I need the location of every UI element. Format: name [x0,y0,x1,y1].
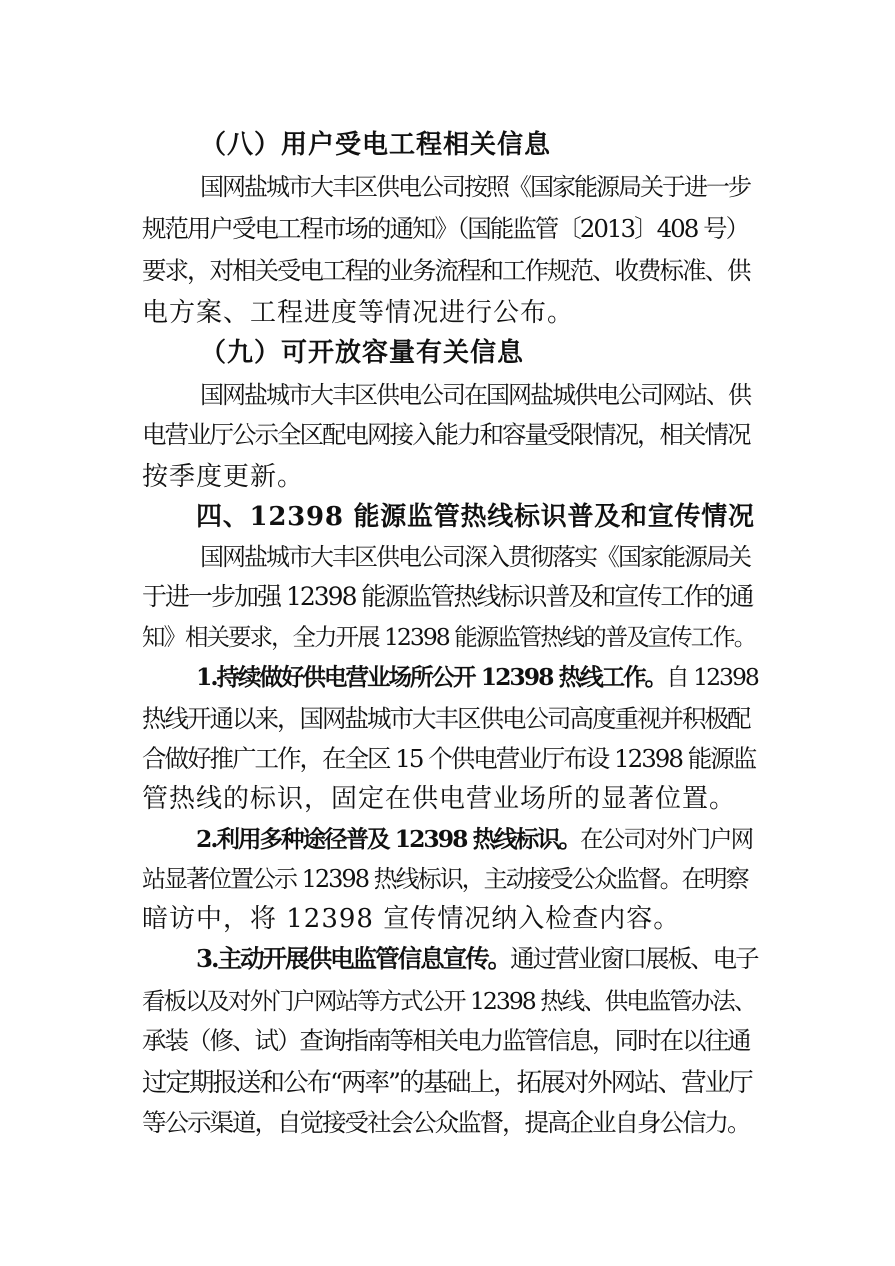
item-1-first-tail: 自 12398 [666,663,758,691]
item-3-line: 看板以及对外门户网站等方式公开 12398 热线、供电监管办法、 [142,987,756,1015]
section-8-line: 要求，对相关受电工程的业务流程和工作规范、收费标准、供 [142,256,750,285]
section-4-line: 知》相关要求，全力开展 12398 能源监管热线的普及宣传工作。 [142,623,756,651]
item-3-lead: 3.主动开展供电监管信息宣传。 [196,944,511,973]
item-2-line: 站显著位置公示 12398 热线标识，主动接受公众监督。在明察 [142,865,748,893]
item-2-lead: 2.利用多种途径普及 12398 热线标识。 [196,825,581,853]
section-8-line: 规范用户受电工程市场的通知》（国能监管〔2013〕408 号） [142,214,749,243]
section-8-heading: （八）用户受电工程相关信息 [200,130,552,160]
item-2-line: 暗访中，将 12398 宣传情况纳入检查内容。 [142,904,681,934]
item-1-lead: 1.持续做好供电营业场所公开 12398 热线工作。 [196,663,667,691]
section-4-heading: 四、12398 能源监管热线标识普及和宣传情况 [196,502,755,532]
section-9-line: 电营业厅公示全区配电网接入能力和容量受限情况，相关情况 [142,420,750,449]
section-8-line: 电方案、工程进度等情况进行公布。 [142,298,575,328]
item-1-line: 管热线的标识，固定在供电营业场所的显著位置。 [142,784,737,814]
section-8-line: 国网盐城市大丰区供电公司按照《国家能源局关于进一步 [200,173,750,201]
item-2-first-line [196,822,752,856]
item-3-first-line [196,942,758,976]
item-1-line: 热线开通以来，国网盐城市大丰区供电公司高度重视并积极配 [142,704,750,733]
item-1-line: 合做好推广工作，在全区 15 个供电营业厅布设 12398 能源监 [142,744,756,773]
section-9-line: 按季度更新。 [142,462,305,492]
section-4-line: 国网盐城市大丰区供电公司深入贯彻落实《国家能源局关 [200,543,750,571]
section-4-line: 于进一步加强 12398 能源监管热线标识普及和宣传工作的通 [142,582,753,611]
item-3-line: 承装（修、试）查询指南等相关电力监管信息，同时在以往通 [142,1026,750,1055]
section-9-heading: （九）可开放容量有关信息 [200,338,525,368]
section-9-line: 国网盐城市大丰区供电公司在国网盐城供电公司网站、供 [200,381,750,409]
item-3-first-tail: 通过营业窗口展板、电子 [510,944,758,973]
item-2-first-tail: 在公司对外门户网 [580,825,753,853]
item-1-first-line [196,660,758,694]
item-3-line: 过定期报送和公布“两率”的基础上，拓展对外网站、营业厅 [142,1068,752,1098]
item-3-line: 等公示渠道，自觉接受社会公众监督，提高企业自身公信力。 [142,1108,750,1137]
